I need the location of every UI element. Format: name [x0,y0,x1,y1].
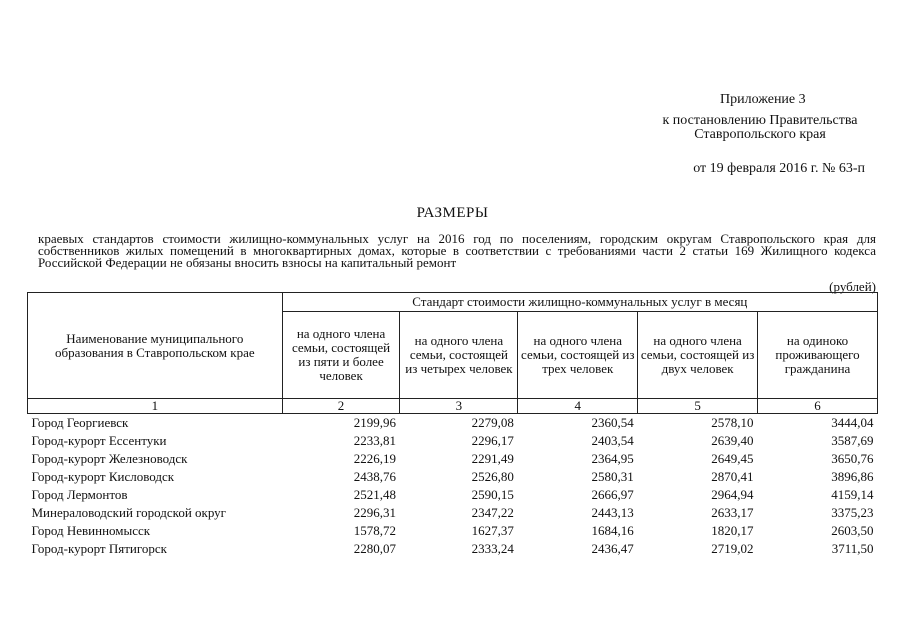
value-cell: 2280,07 [353,541,396,556]
column-number: 5 [638,399,758,414]
value-cell: 2633,17 [711,505,754,520]
municipality-name: Минераловодский городской округ [31,505,227,520]
name-column-header: Наименование муниципального образования в Ставропольском крае [28,293,283,399]
municipality-name: Город Георгиевск [31,415,129,430]
value-cell: 4159,14 [831,487,874,502]
municipality-name: Город-курорт Пятигорск [31,541,167,556]
municipality-name: Город-курорт Железноводск [31,451,188,466]
municipality-name: Город-курорт Кисловодск [31,469,175,484]
table-row [28,522,878,540]
value-cell: 2403,54 [591,433,634,448]
value-cell: 1820,17 [711,523,754,538]
column-number: 4 [518,399,638,414]
column-header: на одного члена семьи, состоящей из трех человек [518,312,638,399]
value-cell: 2360,54 [591,415,634,430]
value-cell: 2964,94 [711,487,754,502]
column-header: на одного члена семьи, состоящей из пяти и более человек [282,312,400,399]
column-number: 2 [282,399,400,414]
value-cell: 1578,72 [353,523,396,538]
unit-label: (рублей) [829,279,876,294]
standards-table [27,292,878,558]
table-row [28,540,878,558]
value-cell: 1627,37 [471,523,514,538]
value-cell: 3711,50 [831,541,874,556]
value-cell: 2639,40 [711,433,754,448]
value-cell: 2590,15 [471,487,514,502]
value-cell: 2443,13 [591,505,634,520]
municipality-name: Город Невинномысск [31,523,151,538]
table-row [28,414,878,433]
value-cell: 2526,80 [471,469,514,484]
column-header: на одного члена семьи, состоящей из двух человек [638,312,758,399]
table-row [28,450,878,468]
municipality-name: Город-курорт Ессентуки [31,433,167,448]
value-cell: 2291,49 [471,451,514,466]
annex-block [660,92,865,176]
table-row [28,432,878,450]
value-cell: 2521,48 [353,487,396,502]
value-cell: 2226,19 [353,451,396,466]
municipality-name: Город Лермонтов [31,487,128,502]
value-cell: 2666,97 [591,487,634,502]
resolution-date: от 19 февраля 2016 г. № 63-п [693,161,865,176]
table-row [28,486,878,504]
column-number: 6 [758,399,878,414]
value-cell: 2347,22 [471,505,514,520]
value-cell: 2649,45 [711,451,754,466]
value-cell: 1684,16 [591,523,634,538]
value-cell: 3444,04 [831,415,874,430]
value-cell: 3375,23 [831,505,874,520]
value-cell: 2438,76 [353,469,396,484]
value-cell: 2436,47 [591,541,634,556]
value-cell: 3587,69 [831,433,874,448]
value-cell: 2578,10 [711,415,754,430]
value-cell: 2719,02 [711,541,754,556]
value-cell: 2296,31 [353,505,396,520]
resolution-line2: Ставропольского края [694,127,826,142]
value-cell: 2233,81 [353,433,396,448]
column-header: на одного члена семьи, состоящей из четырех человек [400,312,518,399]
value-cell: 2364,95 [591,451,634,466]
value-cell: 2279,08 [471,415,514,430]
table-row [28,468,878,486]
group-header: Стандарт стоимости жилищно-коммунальных услуг в месяц [282,293,877,312]
value-cell: 3896,86 [831,469,874,484]
document-subtitle: краевых стандартов стоимости жилищно-коммунальных услуг на 2016 год по поселениям, городским округам Ставропольского края для собственников жилых помещений в многоквартирных домах, которые в соответствии с требованиями части 2 статьи 169 Жилищного кодекса Российской Федерации не обязаны вносить взносы на капитальный ремонт [38,231,876,270]
column-number: 3 [400,399,518,414]
value-cell: 3650,76 [831,451,874,466]
column-number: 1 [28,399,283,414]
value-cell: 2333,24 [471,541,514,556]
annex-label: Приложение 3 [720,92,806,107]
value-cell: 2199,96 [353,415,396,430]
column-header: на одиноко проживающего гражданина [758,312,878,399]
document-title: РАЗМЕРЫ [416,205,489,221]
value-cell: 2580,31 [591,469,634,484]
value-cell: 2870,41 [711,469,754,484]
value-cell: 2296,17 [471,433,514,448]
table-row [28,504,878,522]
value-cell: 2603,50 [831,523,874,538]
resolution-line1: к постановлению Правительства [662,113,858,128]
